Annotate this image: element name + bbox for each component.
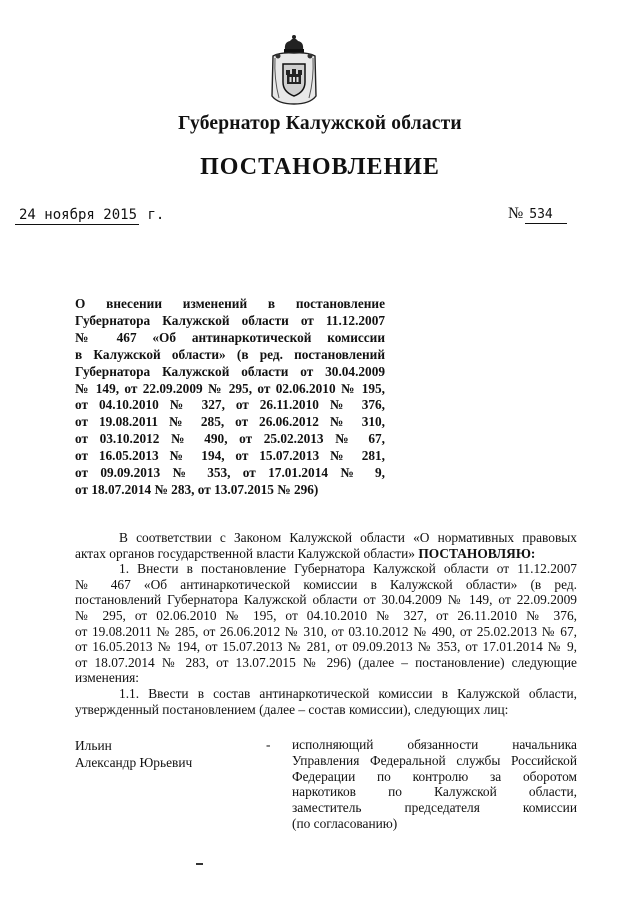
role-line: Управления Федеральной службы Российской <box>292 752 577 768</box>
date-suffix: г. <box>147 207 165 223</box>
title-line: от 16.05.2013 № 194, от 15.07.2013 № 281, <box>75 448 385 464</box>
title-line: от 09.09.2013 № 353, от 17.01.2014 № 9, <box>75 465 385 481</box>
title-line: № 149, от 22.09.2009 № 295, от 02.06.2010 № 195, <box>75 380 385 396</box>
title-line: в Калужской области» (в ред. постановлений <box>75 346 385 362</box>
member-given-names: Александр Юрьевич <box>75 755 193 770</box>
number-sign: № <box>508 205 524 222</box>
role-line: Федерации по контролю за оборотом <box>292 768 577 784</box>
role-line: наркотиков по Калужской области, <box>292 784 577 800</box>
scan-mark <box>196 863 203 865</box>
document-type-heading: ПОСТАНОВЛЕНИЕ <box>200 154 440 180</box>
role-line: исполняющий обязанности начальника <box>292 737 577 752</box>
item-1-line: постановлений Губернатора Калужской области от 30.04.2009 № 149, от 22.09.2009 <box>75 592 577 608</box>
title-line: Губернатора Калужской области от 11.12.2007 <box>75 312 385 328</box>
member-name <box>75 737 255 771</box>
item-1-line: № 295, от 02.06.2010 № 195, от 04.10.2010 № 327, от 26.11.2010 № 376, <box>75 607 577 623</box>
title-line: № 467 «Об антинаркотической комиссии <box>75 329 385 345</box>
coat-of-arms-emblem <box>270 34 318 106</box>
item-1-line: от 16.05.2013 № 194, от 15.07.2013 № 281, от 09.09.2013 № 353, от 17.01.2014 № 9, <box>75 639 577 655</box>
item-1-line: от 19.08.2011 № 285, от 26.06.2012 № 310, от 03.10.2012 № 490, от 25.02.2013 № 67, <box>75 623 577 639</box>
preamble-text: актах органов государственной власти Калужской области» <box>75 545 415 561</box>
title-line: от 04.10.2010 № 327, от 26.11.2010 № 376, <box>75 397 385 413</box>
title-line: О внесении изменений в постановление <box>75 296 385 311</box>
title-line: от 03.10.2012 № 490, от 25.02.2013 № 67, <box>75 431 385 447</box>
document-date <box>15 207 164 223</box>
preamble-line <box>75 546 577 562</box>
item-1-line: 1. Внести в постановление Губернатора Калужской области от 11.12.2007 <box>119 561 577 577</box>
item-1-1-line: 1.1. Ввести в состав антинаркотической комиссии в Калужской области, <box>119 685 577 701</box>
document-number <box>508 205 567 223</box>
item-1-line: от 18.07.2014 № 283, от 13.07.2015 № 296) (далее – постановление) следующие <box>75 654 577 670</box>
number-value: 534 <box>525 207 566 224</box>
member-role <box>292 737 577 832</box>
item-1-line: № 467 «Об антинаркотической комиссии в Калужской области» (в ред. <box>75 576 577 592</box>
title-line: от 18.07.2014 № 283, от 13.07.2015 № 296) <box>75 481 319 497</box>
item-1-line: изменения: <box>75 670 140 686</box>
title-line: от 19.08.2011 № 285, от 26.06.2012 № 310, <box>75 414 385 430</box>
role-line: (по согласованию) <box>292 815 398 831</box>
member-dash: - <box>266 737 271 752</box>
date-value: 24 ноября 2015 <box>15 207 139 225</box>
preamble-line: В соответствии с Законом Калужской области «О нормативных правовых <box>119 530 577 545</box>
authority-title: Губернатор Калужской области <box>178 113 462 134</box>
document-title <box>75 296 385 499</box>
title-line: Губернатора Калужской области от 30.04.2009 <box>75 363 385 379</box>
decree-word: ПОСТАНОВЛЯЮ: <box>418 545 536 561</box>
role-line: заместитель председателя комиссии <box>292 800 577 816</box>
member-surname: Ильин <box>75 738 112 753</box>
document-body <box>75 530 577 717</box>
item-1-1-line: утвержденный постановлением (далее – состав комиссии), следующих лиц: <box>75 701 509 717</box>
